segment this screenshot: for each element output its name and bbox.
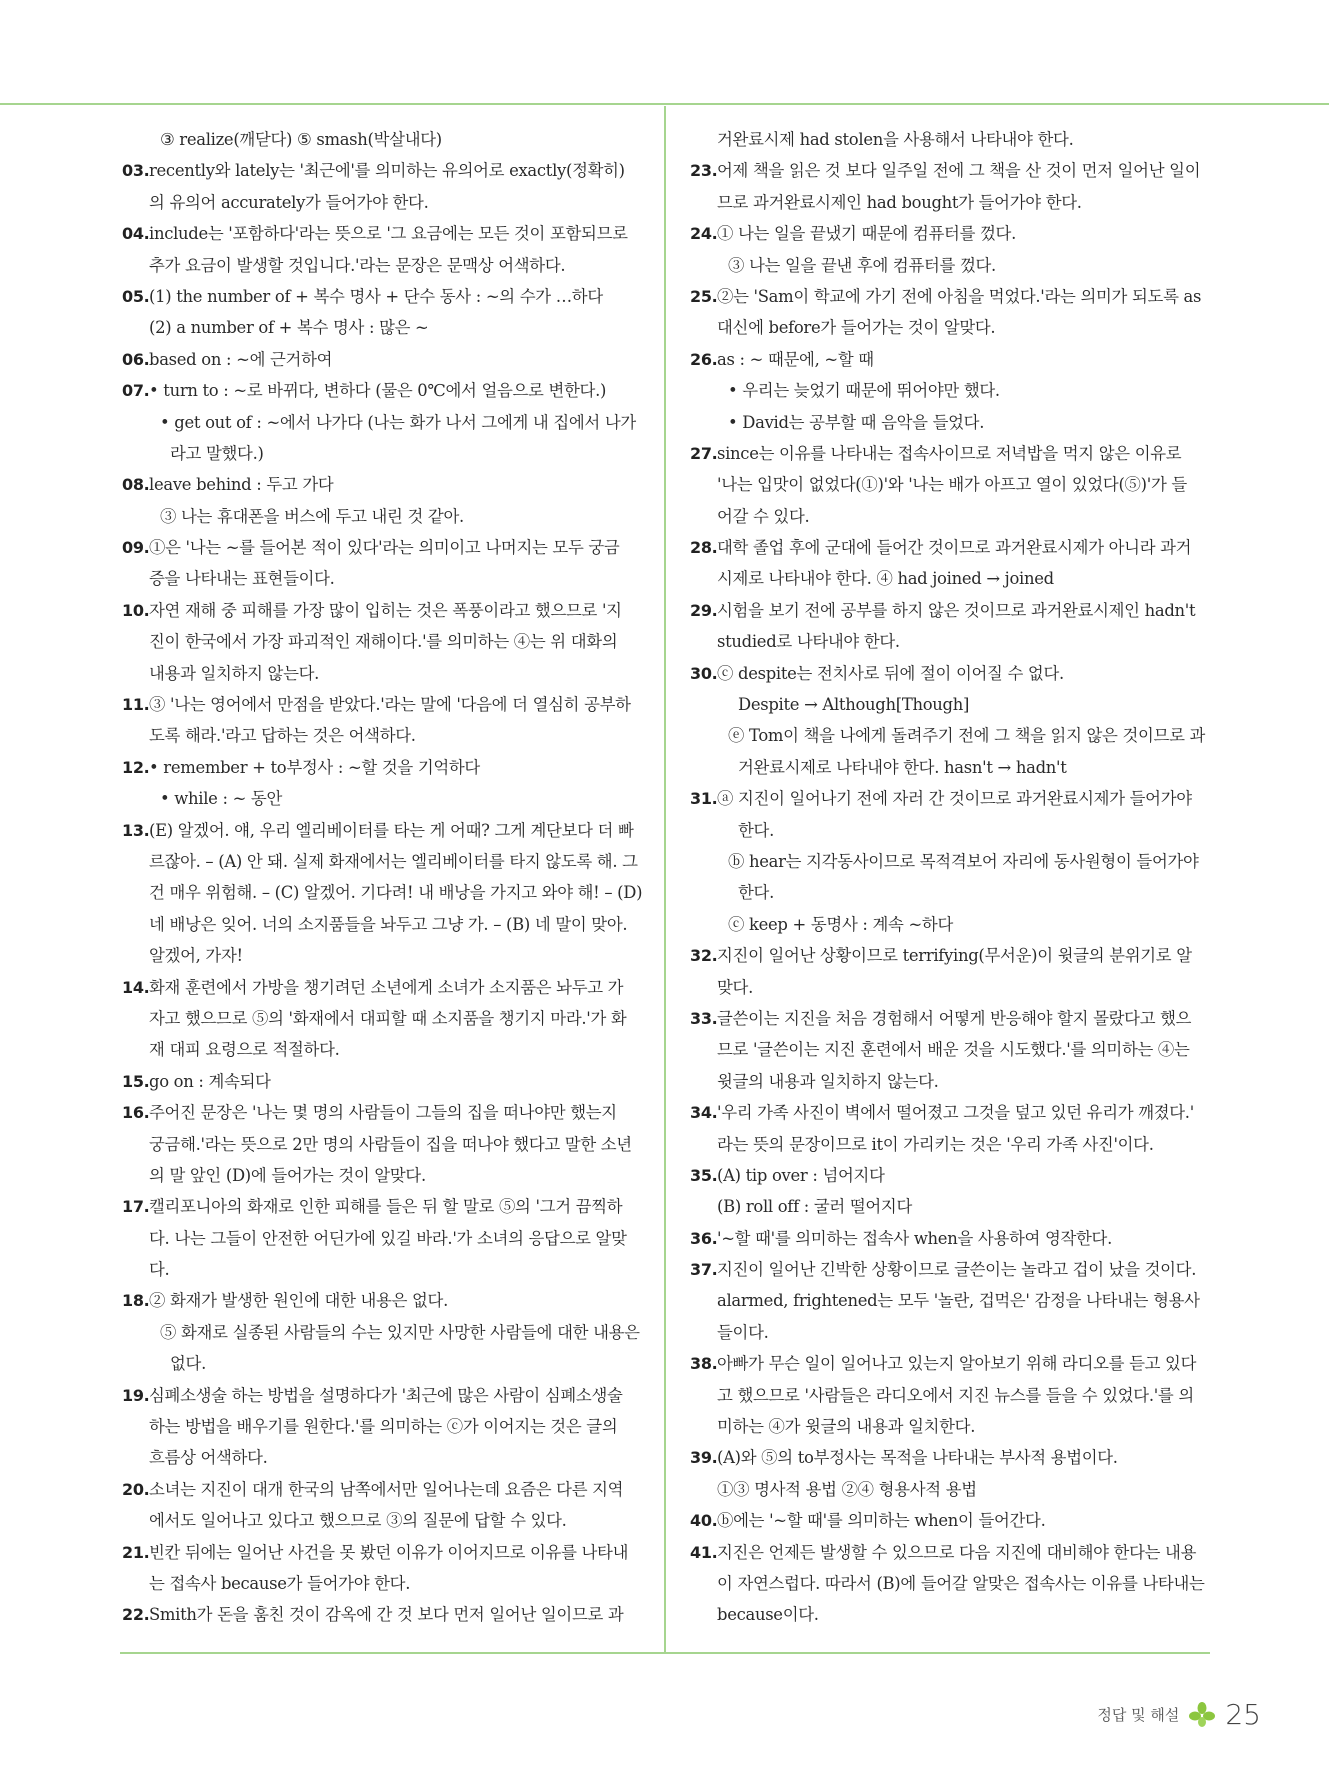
question-number: 37. bbox=[690, 1260, 718, 1280]
question-number: 06. bbox=[122, 349, 150, 369]
answer-line bbox=[690, 1129, 1208, 1160]
question-number: 18. bbox=[122, 1291, 150, 1311]
explanation-text: 소녀는 지진이 대개 한국의 남쪽에서만 일어나는데 요즘은 다른 지역 bbox=[149, 1479, 624, 1499]
question-number: 29. bbox=[690, 600, 718, 620]
explanation-text: ⓒ despite는 전치사로 뒤에 절이 이어질 수 없다. bbox=[717, 663, 1064, 683]
question-number: 35. bbox=[690, 1165, 718, 1185]
answer-line bbox=[690, 1348, 1208, 1379]
explanation-text: 맞다. bbox=[717, 977, 753, 997]
question-number: 41. bbox=[690, 1542, 718, 1562]
answer-line bbox=[690, 1034, 1208, 1065]
question-number: 04. bbox=[122, 224, 150, 244]
explanation-text: 한다. bbox=[738, 820, 774, 840]
explanation-text: • 우리는 늦었기 때문에 뛰어야만 했다. bbox=[728, 381, 1000, 401]
answer-line bbox=[690, 1505, 1208, 1536]
answer-line bbox=[690, 250, 1208, 281]
explanation-text: ⓔ Tom이 책을 나에게 돌려주기 전에 그 책을 읽지 않은 것이므로 과 bbox=[728, 726, 1206, 746]
question-number: 34. bbox=[690, 1103, 718, 1123]
explanation-text: Smith가 돈을 훔친 것이 감옥에 간 것 보다 먼저 일어난 일이므로 과 bbox=[149, 1605, 624, 1625]
answer-line bbox=[690, 1254, 1208, 1285]
answer-line bbox=[690, 846, 1208, 877]
answer-line bbox=[122, 563, 640, 594]
explanation-text: (1) the number of + 복수 명사 + 단수 동사 : ~의 수가 …하다 bbox=[149, 286, 603, 306]
question-number: 33. bbox=[690, 1008, 718, 1028]
explanation-text: ⓐ 지진이 일어나기 전에 자러 간 것이므로 과거완료시제가 들어가야 bbox=[717, 789, 1192, 809]
answer-line bbox=[122, 187, 640, 218]
answer-line bbox=[690, 1442, 1208, 1473]
answer-line bbox=[690, 1537, 1208, 1568]
answer-line bbox=[690, 1003, 1208, 1034]
explanation-text: 심폐소생술 하는 방법을 설명하다가 '최근에 많은 사람이 심폐소생술 bbox=[149, 1385, 623, 1405]
explanation-text: 에서도 일어나고 있다고 했으므로 ③의 질문에 답할 수 있다. bbox=[149, 1511, 567, 1531]
left-column bbox=[122, 124, 643, 1631]
explanation-text: 다. 나는 그들이 안전한 어딘가에 있길 바라.'가 소녀의 응답으로 알맞 bbox=[149, 1228, 627, 1248]
explanation-text: 주어진 문장은 '나는 몇 명의 사람들이 그들의 집을 떠나야만 했는지 bbox=[149, 1103, 617, 1123]
answer-line bbox=[122, 501, 640, 532]
answer-line bbox=[690, 1380, 1208, 1411]
explanation-text: 어갈 수 있다. bbox=[717, 506, 810, 526]
explanation-text: alarmed, frightened는 모두 '놀란, 겁먹은' 감정을 나타내는 형용사 bbox=[717, 1291, 1200, 1311]
answer-line bbox=[690, 532, 1208, 563]
question-number: 23. bbox=[690, 161, 718, 181]
answer-line bbox=[122, 689, 640, 720]
footer-label: 정답 및 해설 bbox=[1097, 1706, 1180, 1724]
explanation-text: based on : ~에 근거하여 bbox=[149, 349, 333, 369]
answer-line bbox=[122, 846, 640, 877]
answer-line bbox=[690, 1568, 1208, 1599]
answer-line bbox=[122, 877, 643, 908]
right-column bbox=[690, 124, 1208, 1631]
answer-line bbox=[122, 1505, 640, 1536]
explanation-text: ⓑ에는 '~할 때'를 의미하는 when이 들어간다. bbox=[717, 1511, 1046, 1531]
answer-line bbox=[690, 501, 1208, 532]
bottom-rule bbox=[120, 1652, 1210, 1654]
explanation-text: 캘리포니아의 화재로 인한 피해를 들은 뒤 할 말로 ⑤의 '그거 끔찍하 bbox=[149, 1197, 623, 1217]
question-number: 40. bbox=[690, 1511, 718, 1531]
answer-line bbox=[690, 469, 1208, 500]
explanation-text: recently와 lately는 '최근에'를 의미하는 유의어로 exactly(정확히) bbox=[149, 161, 625, 181]
question-number: 32. bbox=[690, 946, 718, 966]
explanation-text: (E) 알겠어. 얘, 우리 엘리베이터를 타는 게 어때? 그게 계단보다 더 빠 bbox=[149, 820, 634, 840]
question-number: 31. bbox=[690, 789, 718, 809]
explanation-text: 시제로 나타내야 한다. ④ had joined → joined bbox=[717, 569, 1054, 589]
explanation-text: leave behind : 두고 가다 bbox=[149, 475, 334, 495]
explanation-text: 추가 요금이 발생할 것입니다.'라는 문장은 문맥상 어색하다. bbox=[149, 255, 566, 275]
answer-line bbox=[690, 187, 1208, 218]
answer-line bbox=[122, 1285, 640, 1316]
explanation-text: 는 접속사 because가 들어가야 한다. bbox=[149, 1573, 411, 1593]
answer-line bbox=[122, 407, 640, 438]
page-number: 25 bbox=[1225, 1698, 1261, 1731]
page-footer bbox=[1097, 1698, 1261, 1731]
answer-line bbox=[122, 1537, 640, 1568]
column-divider bbox=[664, 106, 666, 1652]
answer-line bbox=[122, 940, 640, 971]
explanation-text: 르잖아. – (A) 안 돼. 실제 화재에서는 엘리베이터를 타지 않도록 해. 그 bbox=[149, 851, 638, 871]
explanation-text: 이 자연스럽다. 따라서 (B)에 들어갈 알맞은 접속사는 이유를 나타내는 bbox=[717, 1573, 1205, 1593]
answer-line bbox=[122, 909, 640, 940]
answer-line bbox=[690, 1066, 1208, 1097]
question-number: 15. bbox=[122, 1071, 150, 1091]
question-number: 14. bbox=[122, 977, 150, 997]
explanation-text: Despite → Although[Though] bbox=[738, 695, 970, 715]
answer-line bbox=[690, 124, 1208, 155]
answer-line bbox=[690, 375, 1208, 406]
explanation-text: 건 매우 위험해. – (C) 알겠어. 기다려! 내 배낭을 가지고 와야 해! – (D) bbox=[149, 883, 643, 903]
explanation-text: ①은 '나는 ~를 들어본 적이 있다'라는 의미이고 나머지는 모두 궁금 bbox=[149, 538, 620, 558]
answer-line bbox=[122, 250, 640, 281]
explanation-text: 없다. bbox=[170, 1354, 206, 1374]
question-number: 38. bbox=[690, 1354, 718, 1374]
explanation-text: 시험을 보기 전에 공부를 하지 않은 것이므로 과거완료시제인 hadn't bbox=[717, 600, 1196, 620]
explanation-text: ③ '나는 영어에서 만점을 받았다.'라는 말에 '다음에 더 열심히 공부하 bbox=[149, 695, 631, 715]
explanation-text: ② 화재가 발생한 원인에 대한 내용은 없다. bbox=[149, 1291, 448, 1311]
explanation-text: 므로 과거완료시제인 had bought가 들어가야 한다. bbox=[717, 192, 1082, 212]
explanation-text: • turn to : ~로 바뀌다, 변하다 (물은 0℃에서 얼음으로 변한다.) bbox=[149, 381, 607, 401]
answer-line bbox=[690, 815, 1208, 846]
explanation-text: 므로 '글쓴이는 지진 훈련에서 배운 것을 시도했다.'를 의미하는 ④는 bbox=[717, 1040, 1190, 1060]
answer-line bbox=[690, 1599, 1208, 1630]
answer-line bbox=[690, 595, 1208, 626]
explanation-text: 지진이 일어난 상황이므로 terrifying(무서운)이 윗글의 분위기로 알 bbox=[717, 946, 1192, 966]
answer-line bbox=[122, 1317, 640, 1348]
explanation-text: 윗글의 내용과 일치하지 않는다. bbox=[717, 1071, 939, 1091]
explanation-text: 알겠어, 가자! bbox=[149, 946, 243, 966]
explanation-text: 내용과 일치하지 않는다. bbox=[149, 663, 320, 683]
answer-line bbox=[122, 783, 640, 814]
answer-line bbox=[690, 720, 1208, 751]
explanation-text: 화재 훈련에서 가방을 챙기려던 소년에게 소녀가 소지품은 놔두고 가 bbox=[149, 977, 624, 997]
explanation-text: 지진은 언제든 발생할 수 있으므로 다음 지진에 대비해야 한다는 내용 bbox=[717, 1542, 1197, 1562]
explanation-text: 거완료시제 had stolen을 사용해서 나타내야 한다. bbox=[717, 130, 1074, 149]
answer-line bbox=[122, 218, 640, 249]
explanation-text: 라고 말했다.) bbox=[170, 443, 264, 463]
question-number: 39. bbox=[690, 1448, 718, 1468]
explanation-text: (B) roll off : 굴러 떨어지다 bbox=[717, 1197, 912, 1217]
answer-line bbox=[122, 1003, 640, 1034]
answer-line bbox=[690, 877, 1208, 908]
answer-line bbox=[690, 1097, 1208, 1128]
question-number: 28. bbox=[690, 538, 718, 558]
explanation-text: ②는 'Sam이 학교에 가기 전에 아침을 먹었다.'라는 의미가 되도록 as bbox=[717, 286, 1202, 306]
answer-line bbox=[690, 1474, 1208, 1505]
explanation-text: 빈칸 뒤에는 일어난 사건을 못 봤던 이유가 이어지므로 이유를 나타내 bbox=[149, 1542, 629, 1562]
answer-line bbox=[122, 1599, 640, 1630]
explanation-text: • David는 공부할 때 음악을 들었다. bbox=[728, 412, 985, 432]
answer-line bbox=[122, 1254, 640, 1285]
answer-line bbox=[690, 407, 1208, 438]
answer-line bbox=[690, 1317, 1208, 1348]
answer-line bbox=[122, 752, 640, 783]
explanation-text: 다. bbox=[149, 1260, 170, 1280]
explanation-text: 재 대피 요령으로 적절하다. bbox=[149, 1040, 340, 1060]
question-number: 10. bbox=[122, 600, 150, 620]
answer-line bbox=[690, 1223, 1208, 1254]
question-number: 20. bbox=[122, 1479, 150, 1499]
answer-line bbox=[690, 972, 1208, 1003]
answer-line bbox=[690, 312, 1208, 343]
explanation-text: 증을 나타내는 표현들이다. bbox=[149, 569, 335, 589]
answer-line bbox=[690, 940, 1208, 971]
explanation-text: ③ realize(깨닫다) ⑤ smash(박살내다) bbox=[160, 130, 442, 149]
explanation-text: 한다. bbox=[738, 883, 774, 903]
explanation-text: 글쓴이는 지진을 처음 경험해서 어떻게 반응해야 할지 몰랐다고 했으 bbox=[717, 1008, 1192, 1028]
answer-line bbox=[122, 1348, 640, 1379]
answer-line bbox=[122, 312, 640, 343]
answer-line bbox=[122, 1568, 640, 1599]
explanation-text: • remember + to부정사 : ~할 것을 기억하다 bbox=[149, 757, 480, 777]
question-number: 08. bbox=[122, 475, 150, 495]
answer-line bbox=[122, 815, 640, 846]
answer-line bbox=[122, 124, 640, 155]
explanation-text: ③ 나는 일을 끝낸 후에 컴퓨터를 껐다. bbox=[728, 255, 996, 275]
explanation-text: '나는 입맛이 없었다(①)'와 '나는 배가 아프고 열이 있었다(⑤)'가 들 bbox=[717, 475, 1187, 495]
explanation-text: 아빠가 무슨 일이 일어나고 있는지 알아보기 위해 라디오를 듣고 있다 bbox=[717, 1354, 1197, 1374]
question-number: 09. bbox=[122, 538, 150, 558]
question-number: 25. bbox=[690, 286, 718, 306]
question-number: 11. bbox=[122, 695, 150, 715]
question-number: 03. bbox=[122, 161, 150, 181]
explanation-text: because이다. bbox=[717, 1605, 819, 1625]
explanation-text: 지진이 일어난 긴박한 상황이므로 글쓴이는 놀라고 겁이 났을 것이다. bbox=[717, 1260, 1197, 1280]
explanation-text: 대학 졸업 후에 군대에 들어간 것이므로 과거완료시제가 아니라 과거 bbox=[717, 538, 1192, 558]
top-rule bbox=[0, 103, 1329, 105]
explanation-text: 진이 한국에서 가장 파괴적인 재해이다.'를 의미하는 ④는 위 대화의 bbox=[149, 632, 618, 652]
explanation-text: 자연 재해 중 피해를 가장 많이 입히는 것은 폭풍이라고 했으므로 '지 bbox=[149, 600, 622, 620]
explanation-text: 하는 방법을 배우기를 원한다.'를 의미하는 ⓒ가 이어지는 것은 글의 bbox=[149, 1417, 618, 1437]
explanation-text: (2) a number of + 복수 명사 : 많은 ~ bbox=[149, 318, 429, 338]
answer-line bbox=[122, 720, 640, 751]
explanation-text: (A)와 ⑤의 to부정사는 목적을 나타내는 부사적 용법이다. bbox=[717, 1448, 1118, 1468]
explanation-text: studied로 나타내야 한다. bbox=[717, 632, 900, 652]
answer-line bbox=[122, 1411, 640, 1442]
answer-line bbox=[690, 1285, 1208, 1316]
explanation-text: ⑤ 화재로 실종된 사람들의 수는 있지만 사망한 사람들에 대한 내용은 bbox=[160, 1322, 640, 1342]
question-number: 17. bbox=[122, 1197, 150, 1217]
answer-line bbox=[690, 626, 1208, 657]
answer-line bbox=[122, 344, 640, 375]
answer-line bbox=[122, 1129, 640, 1160]
question-number: 30. bbox=[690, 663, 718, 683]
answer-line bbox=[690, 658, 1208, 689]
answer-line bbox=[690, 909, 1208, 940]
explanation-text: 네 배낭은 잊어. 너의 소지품들을 놔두고 그냥 가. – (B) 네 말이 맞아. bbox=[149, 914, 628, 934]
question-number: 07. bbox=[122, 381, 150, 401]
explanation-text: 도록 해라.'라고 답하는 것은 어색하다. bbox=[149, 726, 416, 746]
explanation-text: ③ 나는 휴대폰을 버스에 두고 내린 것 같아. bbox=[160, 506, 464, 526]
answer-line bbox=[690, 1411, 1208, 1442]
answer-line bbox=[122, 1474, 640, 1505]
answer-line bbox=[122, 1160, 640, 1191]
answer-line bbox=[690, 752, 1208, 783]
answer-line bbox=[690, 1160, 1208, 1191]
explanation-text: 자고 했으므로 ⑤의 '화재에서 대피할 때 소지품을 챙기지 마라.'가 화 bbox=[149, 1008, 627, 1028]
explanation-text: ①③ 명사적 용법 ②④ 형용사적 용법 bbox=[717, 1479, 977, 1499]
answer-line bbox=[122, 1380, 640, 1411]
explanation-text: (A) tip over : 넘어지다 bbox=[717, 1165, 885, 1185]
explanation-text: '~할 때'를 의미하는 접속사 when을 사용하여 영작한다. bbox=[717, 1228, 1112, 1248]
answer-line bbox=[122, 1066, 640, 1097]
answer-line bbox=[122, 1223, 640, 1254]
answer-line bbox=[122, 375, 640, 406]
answer-line bbox=[690, 155, 1208, 186]
question-number: 27. bbox=[690, 443, 718, 463]
answer-line bbox=[122, 155, 640, 186]
explanation-text: 흐름상 어색하다. bbox=[149, 1448, 268, 1468]
explanation-text: 의 유의어 accurately가 들어가야 한다. bbox=[149, 192, 429, 212]
explanation-text: ⓑ hear는 지각동사이므로 목적격보어 자리에 동사원형이 들어가야 bbox=[728, 851, 1199, 871]
question-number: 13. bbox=[122, 820, 150, 840]
answer-line bbox=[690, 1191, 1208, 1222]
answer-line bbox=[122, 1191, 640, 1222]
answer-line bbox=[690, 344, 1208, 375]
question-number: 19. bbox=[122, 1385, 150, 1405]
explanation-text: 의 말 앞인 (D)에 들어가는 것이 알맞다. bbox=[149, 1165, 426, 1185]
explanation-text: • while : ~ 동안 bbox=[160, 789, 283, 809]
explanation-text: 들이다. bbox=[717, 1322, 769, 1342]
explanation-text: 미하는 ④가 윗글의 내용과 일치한다. bbox=[717, 1417, 976, 1437]
answer-line bbox=[690, 563, 1208, 594]
answer-line bbox=[690, 438, 1208, 469]
answer-line bbox=[122, 626, 640, 657]
question-number: 12. bbox=[122, 757, 150, 777]
question-number: 16. bbox=[122, 1103, 150, 1123]
explanation-text: ⓒ keep + 동명사 : 계속 ~하다 bbox=[728, 914, 953, 934]
question-number: 36. bbox=[690, 1228, 718, 1248]
question-number: 21. bbox=[122, 1542, 150, 1562]
answer-line bbox=[122, 532, 640, 563]
answer-line bbox=[122, 595, 640, 626]
explanation-text: 궁금해.'라는 뜻으로 2만 명의 사람들이 집을 떠나야 했다고 말한 소년 bbox=[149, 1134, 632, 1154]
explanation-text: 어제 책을 읽은 것 보다 일주일 전에 그 책을 산 것이 먼저 일어난 일이 bbox=[717, 161, 1201, 181]
explanation-text: '우리 가족 사진이 벽에서 떨어졌고 그것을 덮고 있던 유리가 깨졌다.' bbox=[717, 1103, 1194, 1123]
answer-line bbox=[122, 1034, 640, 1065]
answer-line bbox=[122, 469, 640, 500]
answer-line bbox=[690, 218, 1208, 249]
answer-line bbox=[122, 1097, 640, 1128]
explanation-text: 라는 뜻의 문장이므로 it이 가리키는 것은 '우리 가족 사진'이다. bbox=[717, 1134, 1154, 1154]
explanation-text: since는 이유를 나타내는 접속사이므로 저녁밥을 먹지 않은 이유로 bbox=[717, 443, 1182, 463]
explanation-text: go on : 계속되다 bbox=[149, 1071, 271, 1091]
answer-line bbox=[122, 658, 640, 689]
question-number: 24. bbox=[690, 224, 718, 244]
answer-line bbox=[690, 689, 1208, 720]
answer-line bbox=[690, 783, 1208, 814]
question-number: 26. bbox=[690, 349, 718, 369]
explanation-text: 거완료시제로 나타내야 한다. hasn't → hadn't bbox=[738, 757, 1067, 777]
explanation-text: include는 '포함하다'라는 뜻으로 '그 요금에는 모든 것이 포함되므로 bbox=[149, 224, 628, 244]
explanation-text: 고 했으므로 '사람들은 라디오에서 지진 뉴스를 들을 수 있었다.'를 의 bbox=[717, 1385, 1194, 1405]
answer-line bbox=[122, 972, 640, 1003]
explanation-text: • get out of : ~에서 나가다 (나는 화가 나서 그에게 내 집에서 나가 bbox=[160, 412, 636, 432]
explanation-text: 대신에 before가 들어가는 것이 알맞다. bbox=[717, 318, 996, 338]
answer-line bbox=[122, 1442, 640, 1473]
explanation-text: as : ~ 때문에, ~할 때 bbox=[717, 349, 874, 369]
answer-line bbox=[122, 281, 640, 312]
question-number: 22. bbox=[122, 1605, 150, 1625]
answer-line bbox=[690, 281, 1208, 312]
answer-line bbox=[122, 438, 640, 469]
clover-leaf-icon bbox=[1189, 1701, 1215, 1729]
question-number: 05. bbox=[122, 286, 150, 306]
explanation-text: ① 나는 일을 끝냈기 때문에 컴퓨터를 껐다. bbox=[717, 224, 1016, 244]
